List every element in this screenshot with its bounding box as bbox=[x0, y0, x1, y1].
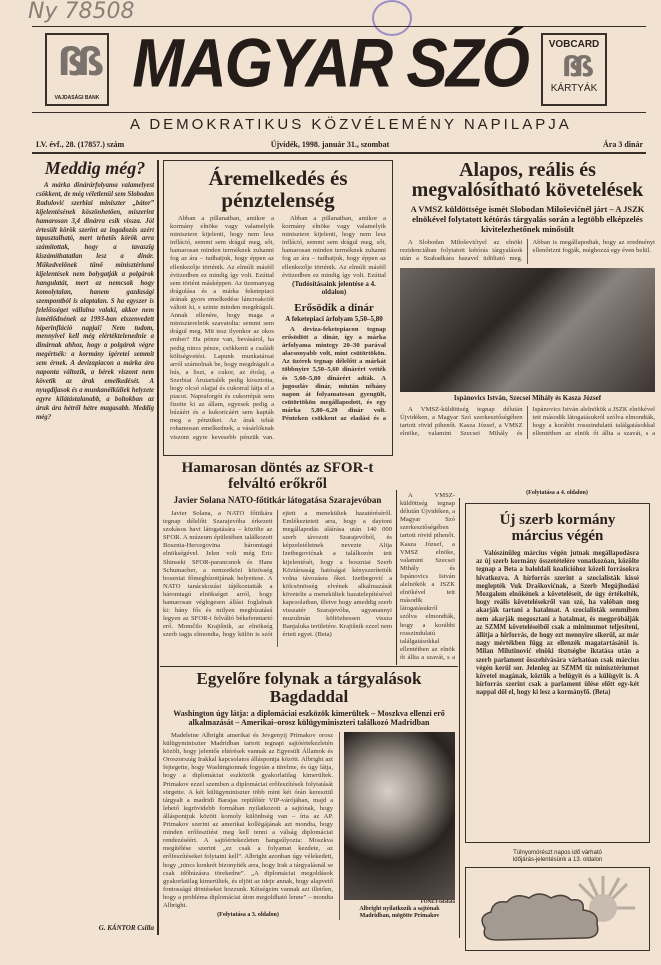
photo-credit: FONET-telefotó bbox=[420, 900, 455, 905]
article-sfor bbox=[163, 460, 392, 664]
article-prices bbox=[163, 160, 393, 456]
editorial-author: G. KÁNTOR Csilla bbox=[98, 924, 154, 932]
price: Ára 3 dinár bbox=[603, 140, 643, 149]
weather-panel bbox=[465, 867, 650, 951]
vmsz-photo-caption: Ispánovics István, Szecsei Mihály és Kasza József bbox=[453, 394, 602, 402]
newspaper-title: MAGYAR SZÓ bbox=[132, 26, 528, 103]
govt-body: Valószínűleg március végén jutnak megállapodásra az új szerb kormány összetételére vonatkozóan, közölte tegnap a Beta a baloldali koalícióhoz közeli forrásokra hivatkozva. A hírforrás szerint a szocialisták kissé meglepték Vuk Draškovićnak, a Szerb Megújhodási Mozgalom elnökének a követeléseit, de úgy értékelték, hogy reális követelésekről van szó, ha valóban meg akarják tartani a hatalmat. A szocialisták semmiben nem akarják megosztani a hatalmat, és megpróbálják az SZMM követeléseiből csak a minimumot teljesíteni, állítja a hírforrás, de hogy ezt mennyire sikerül, az már nagy mértékben függ az ellenzék magatartásától is. Milan Milutinović elnöki tisztségbe iktatása után a szerb parlament összehívására várhatóan csak március végén kerül sor. Jelenleg az SZMM tíz minisztériumot követel magának, köztük a belügyit és a külügyit is. A hírforrás szerint csak a parlament ülése előtt egy-két nappal dől el, hogy ki lesz a kormányfő. (Beta) bbox=[476, 550, 639, 697]
bank-logo-icon: ßß bbox=[57, 40, 97, 84]
prices-headline: Áremelkedés és pénztelenség bbox=[208, 166, 348, 212]
vmsz-subtitle: A VMSZ küldöttsége ismét Slobodan Miloševićnél járt – A JSZK elnökével folytatott kétórás tárgyalás során a legtöbb elképzelés kivitelezhetőnek minősült bbox=[410, 204, 645, 234]
divider bbox=[160, 666, 458, 667]
dateline: Újvidék, 1998. január 31., szombat bbox=[270, 140, 390, 149]
editorial-body: A márka dinárárfolyama valamelyest csökkent, de még véletlenül sem Slobodan Radulović szerbiai miniszter „bátor” kijelentésének köszönhetően, miszerint hamarosan 3,4 dinárra esik vissza. Jól értesült körök szerint az ingadozás azért tapasztalható, mert tehetős körök arra számítottak, hogy a tavaszig kiszámíthatatlan lesz a dinár. Műkedvelőnek tűnő minisztériumi kijelentések nem bolygatják a polgárok hangulatát, mert az nemcsak hogy komolytalan, hanem gazdasági szempontból is alaptalan. S ha egyszer is felelősséget vállalna valaki, akkor nem ismétlődnének az 1993-ban elszenvedett hiperinfláció napjai! Nem tudom, mennyivel kell még elértéktelenednie a dinárnak ahhoz, hogy a polgárok végre megértsék: a kormány ígéretei semmit sem érnek. A devizapiacon a márka ára naponta változik, a bérek viszont nem követik az árak emelkedését. A nyugdíjasok és a munkanélküliek helyzete egyre kilátástalanabb, a boltokban az áruk ára hétről hétre magasabb. Meddig még? bbox=[36, 182, 154, 421]
vmsz-lead: A Slobodan Miloševićtyel az elnöki rezidenciában folytatott kétórás tárgyalások után a Szabadkára hazavel üdöltató meg. Abban is megállapodtak, hogy az eredményt ellenőrizni fogják, méghozzá egy éven belül. bbox=[400, 239, 655, 263]
dinar-headline: Erősödik a dinár bbox=[294, 302, 374, 314]
vobcard-label: VOBCARD bbox=[548, 39, 600, 50]
prices-body: Abban a pillanatban, amikor a kormány elnöke vagy valamelyik minisztere kijelenti, hogy nem lesz infláció, semmi sem drágul meg, sőt, hamarosan minden terméknek zuhanni fog az ára – tudhatjuk, hogy éppen az ellenkezője történik. Az elmúlt másfél évtizedben ez mindig így volt. Ezúttal sem történt másképpen. Az üzemanyag drágulása és a márka feketepiaci árának gyors emelkedése láncreakciót váltott ki, s szinte minden megdrágult. Annak ellenére, hogy maga a miniszterelnök szavatolta: semmi sem drágul meg. Mit tesz ilyenkor az okos ember? Ha pénze van, bevásárol, ha pedig nincs pénze, csökkenti a családi költségvetést. Lapunk munkatársai arról számolnak be, hogy megdrágult a hús, a liszt, a cukor, az étolaj, a Szerbiai Árutartalék pedig kiosztotta, hogy olcsó olajjal és cukorral látja el a piacot. Napraforgót és cukorrépát sem fizette ki az állam, egyesek pedig a búzáért és a kukoricáért sem kapták meg a pénzüket. Az árak tehát rohamosan emelkednek, a vásárlóknak viszont egyre kevesebb pénzük van. bbox=[170, 215, 274, 441]
sfor-headline: Hamarosan döntés az SFOR-t felváltó erőkről bbox=[181, 460, 374, 492]
vajdasagi-bank-logo bbox=[45, 33, 109, 106]
weather-forecast: Túlnyomórészt napos idő várható bbox=[513, 850, 602, 856]
card-logo-icon: ßß bbox=[561, 50, 587, 83]
column-divider bbox=[157, 160, 159, 935]
baghdad-continued: (Folytatása a 3. oldalon) bbox=[217, 912, 279, 918]
divider bbox=[32, 112, 646, 113]
editorial-column bbox=[36, 158, 154, 938]
vmsz-continued: (Folytatása a 4. oldalon) bbox=[526, 490, 588, 496]
dinar-subtitle: A feketepiaci árfolyam 5,50–5,80 bbox=[285, 315, 383, 323]
handwritten-note: Ny 78508 bbox=[28, 0, 135, 24]
article-govt bbox=[465, 503, 650, 843]
vmsz-photo bbox=[400, 268, 655, 392]
column-divider bbox=[396, 490, 397, 665]
divider bbox=[32, 152, 646, 154]
tagline: A DEMOKRATIKUS KÖZVÉLEMÉNY NAPILAPJA bbox=[130, 116, 572, 133]
baghdad-body: Madeleine Albright amerikai és Jevgenyij Primakov orosz külügyminiszter Madridban tartott tegnapi sajtóértekezletén közölt, hogy jelentős eltérések vannak az Egyesült Államok és Oroszország Irakkal kapcsolatos álláspontja között. Albright azt fejtegette, hogy Washingtonnak fogytán a türelme, és úgy látja, hogy a diplomáciai eszközök gyakorlatilag kimerültek. Primakov ezzel szemben a diplomáciai erőfeszítések folytatását sürgette. A két külügyminiszter több mint két órán keresztül tárgyalt a madridi Barajas repülőtér VIP-várójában, majd a lehető legrövidebb formában nyilatkozott a sajtónak, hogy álláspontjuk között komoly különbség van – írta az AP. Primakov szerint az amerikai kollégájának azt mondta, hogy minden erőfeszítést meg kell tenni a válság diplomáciai rendezéséért. A sajtóértekezleten hangsúlyozta: Moszkva megítélése szerint „ez csak a folyamat kezdete, az erőfeszítéseket folytatni kell”. Albright azonban úgy vélekedett, hogy „nincs konkrét bizonyíték arra, hogy Irak a tárgyalásnál se csak időhúzásra törekedne”. „A diplomáciai megoldások gyakorlatilag kimerültek, és eljött az ideje annak, hogy alapvető fontosságú döntéseket hozzunk. Kétségeim vannak azt illetően, hogy a probléma diplomáciai úton megoldható lenne” – mondta Albright. bbox=[163, 732, 333, 909]
albright-caption: Albright nyilatkozik a sajtónak Madridban, mögötte Primakov bbox=[359, 906, 440, 919]
weather-box bbox=[465, 850, 650, 951]
bank-label: VAJDASÁGI BANK bbox=[54, 95, 100, 101]
vobcard-ad bbox=[541, 33, 607, 106]
sun-behind-cloud-icon bbox=[467, 868, 649, 950]
column-divider bbox=[459, 498, 460, 938]
article-baghdad bbox=[163, 670, 455, 938]
govt-headline: Új szerb kormány március végén bbox=[499, 512, 616, 544]
editorial-title: Meddig még? bbox=[44, 158, 146, 178]
issue-number: LV. évf., 28. (17857.) szám bbox=[36, 140, 125, 149]
article-vmsz bbox=[400, 160, 655, 485]
vmsz-headline: Alapos, reális és megvalósítható követelések bbox=[411, 160, 644, 201]
cards-label: KÁRTYÁK bbox=[550, 83, 598, 94]
weather-reference: Időjárás-jelentésünk a 13. oldalon bbox=[512, 857, 603, 863]
sfor-body: Javier Solana, a NATO főtitkára tegnap délelőtt Szarajevóba érkezett szokásos havi látogatására – közölte az SFOR. A múzeum épületében találkozott Bosznia-Hercegovina háromtagú elnökségével. Jelen volt még Eric Shinseki SFOR-parancsnok és Hans Schumacher, a nemzetközi közösség boszniai főmegbízottjának helyettese. A NATO tanácskozási tájékoztatták a háromtagú elnökséget arról, hogy hamarosan véglegesen állást foglalnak ki: hány fős és milyen megbízatású legyen az SFOR-t felváltó békefenntartó erő. Momčilo Krajišnik, az elnökség szerb tagja elmondta, hogy külön is szót ejtett a menekültek hazatéréséről. Emlékeztetett arra, hogy a daytoni megállapodás aláírása után 140 000 szerb távozott Szarajevóból, és képzeletéletnek nevezte Alija Izetbegovićnak a találkozón tett kijelentését, hogy a boszniai Szerb Köztársaság hatóságai kényszerítették volna távozásra őket. Izetbegović a kölcsönösség elvének alkalmazását követelte a menekültek hazatelepítésével kapcsolatban, illetve hogy ameddig szerb visszatér Szarajevóba, ugyanannyi muzulmán költözhessen vissza Banjaluka területére. Krajišnik ezzel nem értett egyet. (Beta) bbox=[163, 510, 392, 639]
vmsz-body: A VMSZ-küldöttség tegnap délután Újvidéken, a Magyar Szó szerkesztőségében tartott rövid pihenőt. Kasza József, a VMSZ elnöke, valamint Szecsei Mihály és Ispánovics István alelnökök a JSZK elnökével tett második látogatásukról szólva elmondták, hogy a korábbi rosszindulatú találgatásokkal ellentétben az elnök őt állta a szavát, s a bbox=[400, 406, 655, 438]
albright-photo bbox=[344, 732, 455, 900]
dinar-body: A deviza-feketepiacon tegnap erősödött a dinár, így a márka árfolyama mintegy 20–30 parával alacsonyabb volt, mint csütörtökön. Az üzérek tegnap délelőtt a márkát többnyire 5,50–5,60 dinárért vették és 5,60–5,80 dinárért adták. A jugoszláv dinár, miután néhány napon át folyamatosan gyengült, csütörtökön megállapodott, és egy márka 5,80–6,20 dinár volt. Pénteken csökkent az eladási és a bbox=[282, 326, 386, 423]
baghdad-subtitle: Washington úgy látja: a diplomáciai eszközök kimerültek – Moszkva ellenzi erő alkalmazását – Amerikai–orosz külügyminiszteri találkozó Madridban bbox=[173, 709, 445, 727]
baghdad-headline: Egyelőre folynak a tárgyalások Bagdaddal bbox=[196, 670, 422, 706]
sfor-subtitle: Javier Solana NATO-főtitkár látogatása Szarajevóban bbox=[173, 495, 382, 505]
prices-body-cont: Abban a pillanatban, amikor a kormány elnöke vagy valamelyik minisztere kijelenti, hogy nem lesz infláció, semmi sem drágul meg, sőt, hamarosan minden terméknek zuhanni fog az ára – tudhatjuk, hogy éppen az ellenkezője történik. Az elmúlt másfél évtizedben ez mindig így volt. Ezúttal bbox=[282, 215, 386, 279]
vmsz-body-cont: A VMSZ-küldöttség tegnap délután Újvidéken, a Magyar Szó szerkesztőségében tartott rövid pihenőt. Kasza József, a VMSZ elnöke, valamint Szecsei Mihály és Ispánovics István alelnökök a JSZK elnökével tett második látogatásukról szólva elmondták, hogy a korábbi rosszindulatú találgatásokkal ellentétben az elnök őt állta a szavát, s a bbox=[400, 492, 455, 661]
prices-continued: (Tudósításaink jelentése a 4. oldalon) bbox=[292, 280, 376, 296]
